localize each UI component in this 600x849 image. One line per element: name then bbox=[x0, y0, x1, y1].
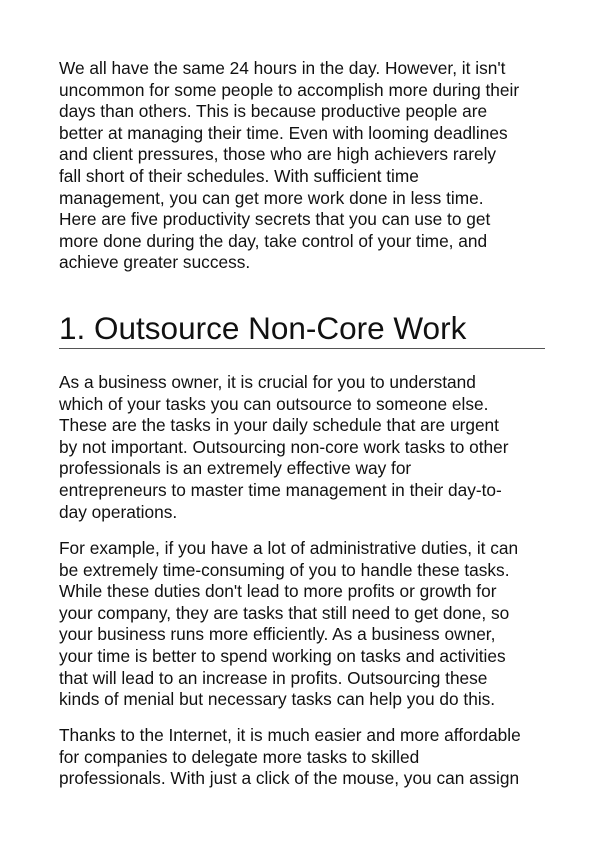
body-paragraph bbox=[59, 372, 559, 523]
paragraph-line: professionals. With just a click of the mouse, you can assign bbox=[59, 768, 520, 789]
paragraph-line: professionals is an extremely effective way for bbox=[59, 458, 412, 479]
body-paragraph bbox=[59, 538, 559, 711]
paragraph-line: that will lead to an increase in profits. Outsourcing these bbox=[59, 667, 488, 688]
paragraph-line: be extremely time-consuming of you to handle these tasks. bbox=[59, 559, 510, 580]
paragraph-line: for companies to delegate more tasks to skilled bbox=[59, 746, 420, 767]
paragraph-line: While these duties don't lead to more profits or growth for bbox=[59, 581, 497, 602]
intro-line: Here are five productivity secrets that you can use to get bbox=[59, 209, 491, 230]
paragraph-line: your business runs more efficiently. As a business owner, bbox=[59, 624, 496, 645]
paragraph-line: entrepreneurs to master time management in their day-to- bbox=[59, 479, 502, 500]
intro-line: We all have the same 24 hours in the day. However, it isn't bbox=[59, 58, 506, 78]
intro-line: days than others. This is because productive people are bbox=[59, 101, 488, 122]
section-heading: 1. Outsource Non-Core Work bbox=[59, 310, 467, 346]
body-paragraph bbox=[59, 725, 559, 790]
paragraph-line: These are the tasks in your daily schedule that are urgent bbox=[59, 415, 499, 436]
intro-line: fall short of their schedules. With sufficient time bbox=[59, 165, 419, 186]
intro-line: uncommon for some people to accomplish more during their bbox=[59, 79, 520, 100]
paragraph-line: For example, if you have a lot of administrative duties, it can bbox=[59, 538, 519, 558]
paragraph-line: day operations. bbox=[59, 501, 178, 522]
paragraph-line: by not important. Outsourcing non-core work tasks to other bbox=[59, 436, 509, 457]
intro-line: better at managing their time. Even with looming deadlines bbox=[59, 122, 508, 143]
heading-divider bbox=[59, 348, 545, 349]
paragraph-line: which of your tasks you can outsource to someone else. bbox=[59, 393, 489, 414]
intro-line: achieve greater success. bbox=[59, 252, 251, 273]
paragraph-line: your company, they are tasks that still need to get done, so bbox=[59, 602, 510, 623]
paragraph-line: As a business owner, it is crucial for you to understand bbox=[59, 372, 476, 392]
paragraph-line: your time is better to spend working on tasks and activities bbox=[59, 645, 506, 666]
intro-line: management, you can get more work done in less time. bbox=[59, 187, 484, 208]
intro-line: more done during the day, take control of your time, and bbox=[59, 230, 488, 251]
intro-paragraph bbox=[59, 58, 559, 274]
paragraph-line: kinds of menial but necessary tasks can help you do this. bbox=[59, 689, 496, 710]
intro-line: and client pressures, those who are high achievers rarely bbox=[59, 144, 497, 165]
paragraph-line: Thanks to the Internet, it is much easier and more affordable bbox=[59, 725, 521, 745]
